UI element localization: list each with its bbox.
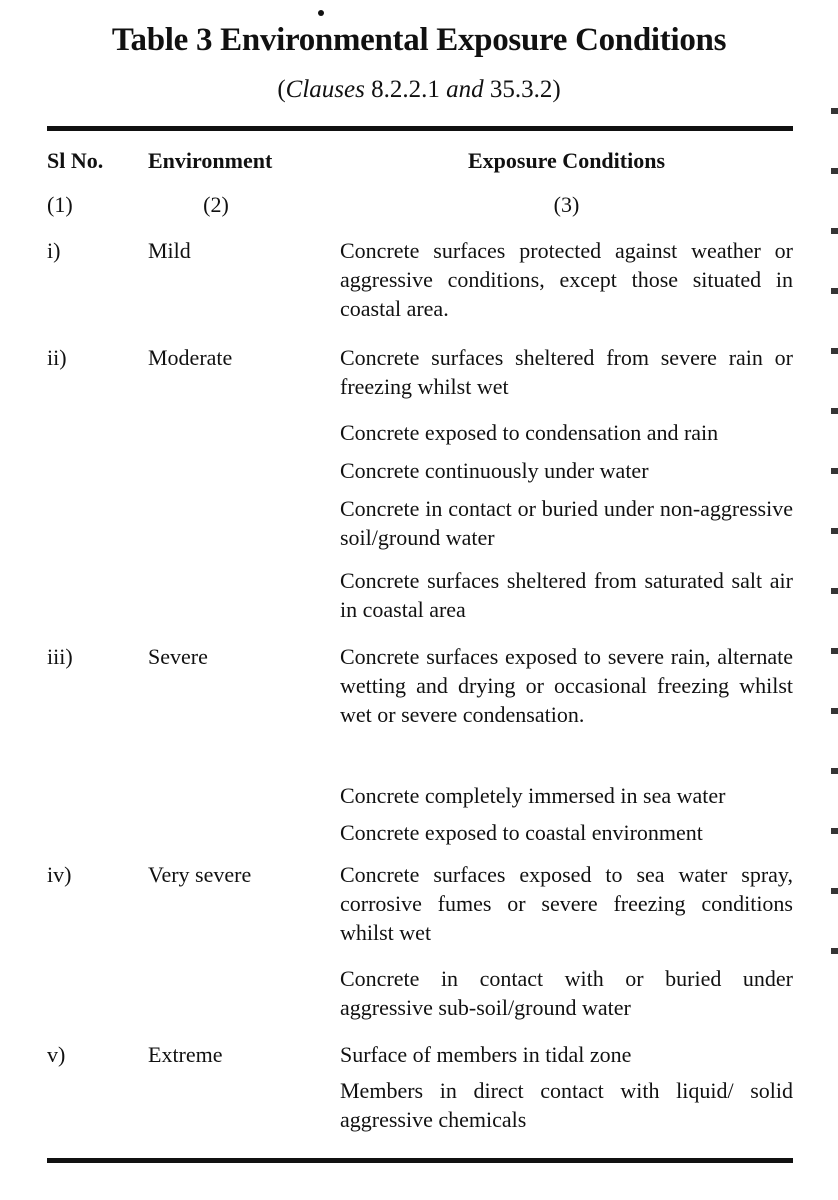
column-number-2: (2) <box>203 192 229 217</box>
row-environment-4: Very severe <box>148 862 252 887</box>
header-exposure-conditions: Exposure Conditions <box>467 148 666 173</box>
header-environment: Environment <box>148 148 273 173</box>
row-condition-2-2: Concrete exposed to condensation and rain <box>340 420 719 445</box>
row-condition-2-5: Concrete surfaces sheltered from saturated salt air in coastal area <box>340 568 793 622</box>
subtitle-clauses-word: Clauses <box>285 76 365 103</box>
row-condition-2-1: Concrete surfaces sheltered from severe rain or freezing whilst wet <box>340 345 793 399</box>
column-number-1: (1) <box>47 192 73 217</box>
row-environment-1: Mild <box>148 238 191 263</box>
table-bottom-rule <box>47 1158 793 1163</box>
table-top-rule <box>47 126 793 131</box>
row-condition-2-3: Concrete continuously under water <box>340 458 649 483</box>
row-sl-3: iii) <box>47 644 73 669</box>
row-environment-2: Moderate <box>148 345 233 370</box>
subtitle-and-word: and <box>446 76 484 103</box>
table-subtitle: (Clauses 8.2.2.1 and 35.3.2) <box>277 76 561 103</box>
row-sl-4: iv) <box>47 862 72 887</box>
row-condition-5-2: Members in direct contact with liquid/ solid aggressive chemicals <box>340 1078 793 1132</box>
row-condition-3-1: Concrete surfaces exposed to severe rain, alternate wetting and drying or occasional freezing whilst wet or severe condensation. <box>340 644 793 727</box>
subtitle-ref2: 35.3.2 <box>489 76 553 103</box>
row-condition-2-4: Concrete in contact or buried under non-aggressive soil/ground water <box>340 496 793 550</box>
print-speck <box>318 10 324 16</box>
row-condition-3-2: Concrete completely immersed in sea water <box>340 783 726 808</box>
row-condition-3-3: Concrete exposed to coastal environment <box>340 820 703 845</box>
row-condition-4-2: Concrete in contact with or buried under aggressive sub-soil/ground water <box>340 966 793 1020</box>
row-environment-3: Severe <box>148 644 208 669</box>
row-sl-1: i) <box>47 238 61 263</box>
subtitle-ref1: 8.2.2.1 <box>371 76 440 103</box>
column-number-3: (3) <box>553 192 580 217</box>
header-sl-no: Sl No. <box>47 148 104 173</box>
table-title: Table 3 Environmental Exposure Conditions <box>111 22 727 58</box>
page-edge-marks <box>831 90 838 990</box>
row-environment-5: Extreme <box>148 1042 223 1067</box>
row-sl-5: v) <box>47 1042 66 1067</box>
row-condition-1-1: Concrete surfaces protected against weather or aggressive conditions, except those situated in coastal area. <box>340 238 793 321</box>
row-sl-2: ii) <box>47 345 67 370</box>
row-condition-5-1: Surface of members in tidal zone <box>340 1042 632 1067</box>
row-condition-4-1: Concrete surfaces exposed to sea water spray, corrosive fumes or severe freezing conditions whilst wet <box>340 862 793 945</box>
